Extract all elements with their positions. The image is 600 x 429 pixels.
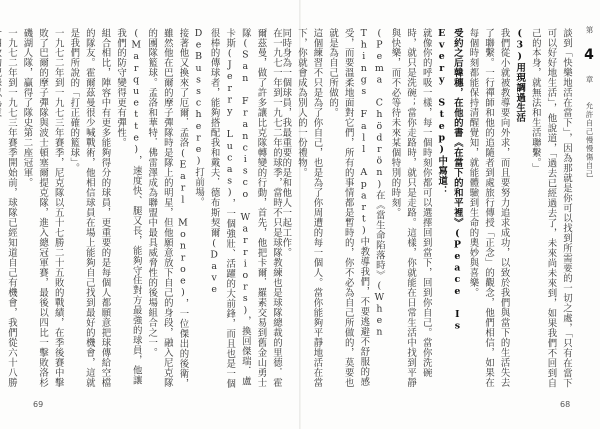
paragraph: (Marquette)，速度快、腿又長，能夠守住對方最強的球員，他讓我們的防守變得更有彈性。 bbox=[115, 28, 142, 386]
paragraph: 接著他又換來了厄爾．孟洛(Earl Monroe)，一位傑出的後衛，雖然他在巴爾的摩子彈隊時是隊上的明星，但他願意放下自己的身段，融入尼克隊的團隊籃球。孟洛和華特．佛雷澤成為聯盟中最具威脅性的後場組合之一。 bbox=[146, 28, 189, 389]
page-number-left: 69 bbox=[33, 400, 44, 409]
paragraph: 談到「快樂地活在當下」，因為那就是你可以找到所需要的一切之處，「只有在當下可以好好地生活」，他說道，「過去已經過去了，未來尚未來到，如果我們不回到自己的本身，就無法和生活聯繫。」 bbox=[529, 28, 572, 389]
chapter-suffix: 章 bbox=[585, 75, 594, 84]
paragraph: 受約之后韓穗，在他的書《在當下的和平裡》(Peace Is Every Step)中寫道： bbox=[436, 28, 463, 344]
chapter-title: 允許自己慢慢傷自己 bbox=[585, 102, 594, 179]
paragraph: 就像你的呼吸一樣，每一個時刻你都可以選擇回到當下，回到你自己。當你洗碗時，就只是洗碗；當你走路時，就只是走路。這樣，你就能在日常生活中找到平靜與快樂，而不必等待未來某個特別的時刻。 bbox=[389, 28, 432, 388]
right-page-text bbox=[280, 28, 574, 390]
paragraph: 這個練習不只是為了你自己，也是為了你周遭的每一個人。當你能夠平靜地活在當下，你就會成為別人的一份禮物。 bbox=[295, 28, 323, 388]
paragraph: 一九七二年到一九七三年賽季開始前，球隊已經知道自己有機會，我們從六十八勝 bbox=[5, 28, 17, 388]
paragraph: 組合相比，陣容中有更多能夠得分的球員，更重要的是每個人都願意把球傳給空檔的隊友。霍爾茲曼很少喊戰術，他相信球員在場上能夠自己找到最好的機會，這就是我們所說的「打正確的籃球」。 bbox=[68, 28, 111, 388]
paragraph: 同時身為一個球員，我最重要的是和他人一起工作。 bbox=[280, 28, 292, 258]
left-page-text bbox=[5, 28, 284, 390]
paragraph: (3)用現調過生活 bbox=[514, 28, 526, 123]
chapter-prefix: 第 bbox=[585, 26, 594, 35]
paragraph: 在一九七一年到一九七二年的球季，當時不只是球隊教練也是球隊總裁的里德．霍爾茲曼，做了許多讓比克隊轉變的行動，首先，他把卡爾．羅素交易到舊金山勇士隊(San Francisco Warriors)，換回傑瑞．盧卡斯(Jerry Lucas)，一個強壯、活躍的大前鋒，而且也是一個很棒的傳球者，能夠搭配我和戴夫．德布斯契爾(Dave DeBusschere)打前場。 bbox=[193, 28, 282, 389]
paragraph: 一九七二年到一九七三年賽季，尼克隊以五十七勝二十五敗的戰績，在季後賽中擊敗了巴爾的摩子彈隊與波士頓塞爾提克隊，進入總冠軍賽，最後以四比一擊敗洛杉磯湖人隊，贏得了隊史第二座冠軍。 bbox=[21, 28, 64, 388]
running-head bbox=[581, 26, 597, 179]
chapter-number: 4 bbox=[581, 46, 597, 64]
paragraph: 我們從小就被教導要向外求，而且要努力追求成功，以致於我們與當下的生活失去了聯繫。一行禪師和他的追隨者到處旅行傳授「正念」的觀念，他們相信，如果在每個時刻都能保持清醒覺知，就能體驗到生命的奧妙與喜樂。 bbox=[467, 28, 510, 388]
page-number-right: 68 bbox=[560, 400, 571, 409]
paragraph: (Pema Chödrön)在《當生命陷落時》(When Things Fall Apart)中教導我們，不要逃避不舒服的感受，而要溫柔地面對它們，所有的事情都是暫時的，你不必為自己所做的，莫要也就是為自己所做的。 bbox=[327, 28, 385, 388]
